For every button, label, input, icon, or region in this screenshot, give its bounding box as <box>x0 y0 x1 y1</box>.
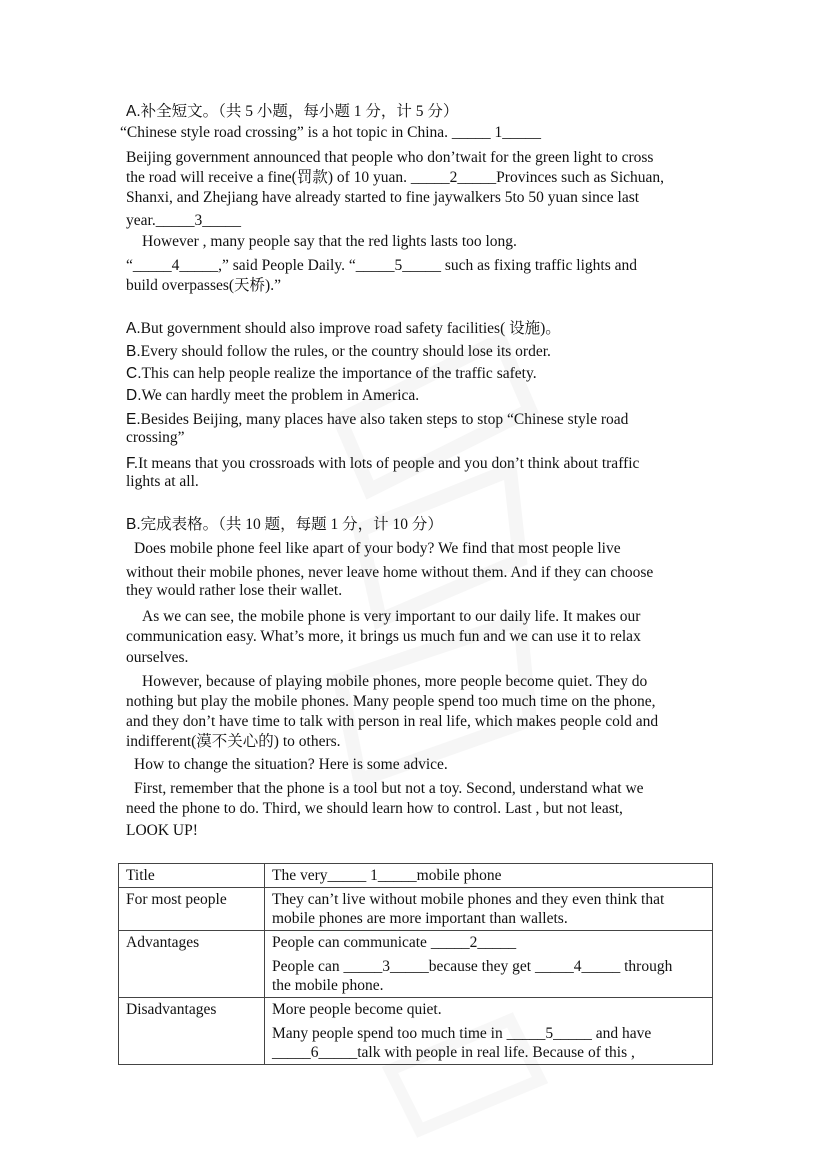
option-a <box>126 319 561 339</box>
cell-line: _____6_____talk with people in real life. Because of this , <box>272 1044 635 1061</box>
passage-b-line: How to change the situation? Here is some advice. <box>134 756 448 773</box>
passage-b-line: communication easy. What’s more, it brings us much fun and we can use it to relax <box>126 628 641 645</box>
option-c <box>126 364 537 384</box>
table-row <box>119 888 713 931</box>
summary-table <box>118 863 713 1065</box>
table-content <box>265 888 713 931</box>
option-f <box>126 454 639 474</box>
cell-text: The very_____ 1_____mobile phone <box>272 867 502 884</box>
passage-b-line: However, because of playing mobile phones, more people become quiet. They do <box>142 673 648 690</box>
table-label: Advantages <box>119 931 265 998</box>
option-d <box>126 386 419 406</box>
option-text: Besides Beijing, many places have also taken steps to stop “Chinese style road <box>140 411 629 428</box>
passage-a-line: build overpasses(天桥).” <box>126 277 281 294</box>
option-text: But government should also improve road safety facilities( 设施)。 <box>140 320 561 337</box>
passage-b-line: they would rather lose their wallet. <box>126 582 343 599</box>
passage-a-line: “_____4_____,” said People Daily. “_____5_____ such as fixing traffic lights and <box>126 257 637 274</box>
table-label: Title <box>119 864 265 888</box>
section-b-letter: B. <box>126 516 141 533</box>
cell-text <box>272 957 705 995</box>
passage-b-line: Does mobile phone feel like apart of your body? We find that most people live <box>134 540 621 557</box>
cell-line: the mobile phone. <box>272 977 384 994</box>
cell-line: Many people spend too much time in _____5_____ and have <box>272 1025 652 1042</box>
option-letter: E. <box>126 411 141 428</box>
option-letter: B. <box>126 343 141 360</box>
table-row <box>119 998 713 1065</box>
passage-b-line: indifferent(漠不关心的) to others. <box>126 733 341 750</box>
table-content <box>265 998 713 1065</box>
cell-line: People can _____3_____because they get _____4_____ through <box>272 958 673 975</box>
passage-b-line: need the phone to do. Third, we should learn how to control. Last , but not least, <box>126 800 623 817</box>
cell-text: More people become quiet. <box>272 1001 442 1018</box>
option-letter: C. <box>126 365 142 382</box>
passage-b-line: As we can see, the mobile phone is very important to our daily life. It makes our <box>142 608 641 625</box>
passage-b-line: ourselves. <box>126 649 189 666</box>
passage-b-line: First, remember that the phone is a tool but not a toy. Second, understand what we <box>134 780 644 797</box>
option-letter: D. <box>126 387 142 404</box>
table-row <box>119 864 713 888</box>
passage-a-line: However , many people say that the red lights lasts too long. <box>142 233 517 250</box>
section-a-title: 补全短文。（共 5 小题，每小题 1 分，计 5 分） <box>140 103 459 120</box>
passage-b-line: LOOK UP! <box>126 822 198 839</box>
section-a-letter: A. <box>126 103 141 120</box>
section-b-title: 完成表格。（共 10 题，每题 1 分，计 10 分） <box>140 516 443 533</box>
passage-a-line: the road will receive a fine(罚款) of 10 yuan. _____2_____Provinces such as Sichuan, <box>126 169 665 186</box>
passage-a-line: Beijing government announced that people who don’twait for the green light to cross <box>126 149 654 166</box>
section-b-heading <box>126 515 443 535</box>
table-content <box>265 931 713 998</box>
option-e-continued: crossing” <box>126 429 185 446</box>
option-text: Every should follow the rules, or the country should lose its order. <box>140 343 551 360</box>
passage-b-line: nothing but play the mobile phones. Many people spend too much time on the phone, <box>126 693 656 710</box>
cell-text: People can communicate _____2_____ <box>272 934 517 951</box>
option-e <box>126 410 628 430</box>
option-f-continued: lights at all. <box>126 473 199 490</box>
table-label: Disadvantages <box>119 998 265 1065</box>
cell-line: mobile phones are more important than wallets. <box>272 910 568 927</box>
table-label: For most people <box>119 888 265 931</box>
section-a-heading <box>126 102 458 122</box>
cell-line: They can’t live without mobile phones and they even think that <box>272 891 665 908</box>
cell-text <box>272 890 705 928</box>
option-letter: A. <box>126 320 141 337</box>
cell-text <box>272 1024 705 1062</box>
option-text: It means that you crossroads with lots of people and you don’t think about traffic <box>138 455 640 472</box>
option-b <box>126 342 551 362</box>
option-text: We can hardly meet the problem in America. <box>141 387 420 404</box>
passage-a-line: Shanxi, and Zhejiang have already started to fine jaywalkers 5to 50 yuan since last <box>126 189 640 206</box>
passage-a-line: year._____3_____ <box>126 212 241 229</box>
passage-b-line: without their mobile phones, never leave home without them. And if they can choose <box>126 564 654 581</box>
option-letter: F. <box>126 455 139 472</box>
table-content <box>265 864 713 888</box>
passage-a-line: “Chinese style road crossing” is a hot topic in China. _____ 1_____ <box>120 124 542 141</box>
table-row <box>119 931 713 998</box>
option-text: This can help people realize the importance of the traffic safety. <box>141 365 537 382</box>
passage-b-line: and they don’t have time to talk with person in real life, which makes people cold and <box>126 713 659 730</box>
